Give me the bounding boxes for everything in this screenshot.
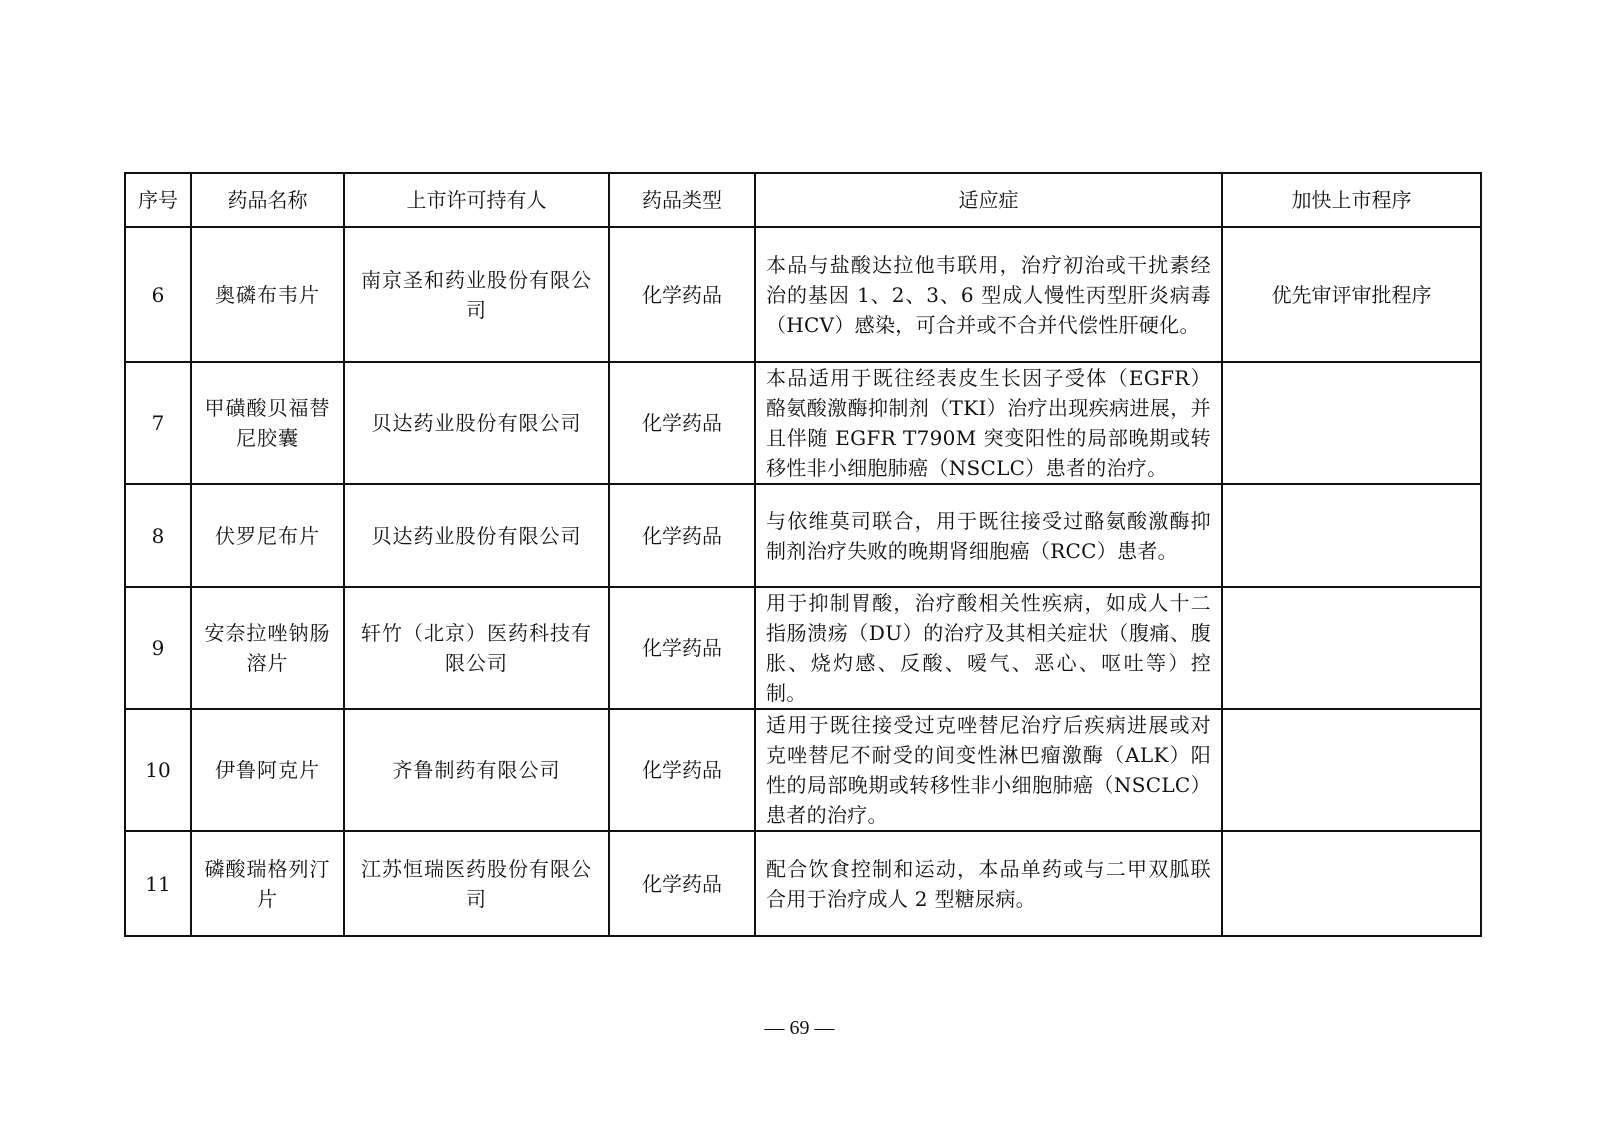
row-holder: 贝达药业股份有限公司 xyxy=(344,484,609,587)
row-drug-name: 磷酸瑞格列汀片 xyxy=(191,831,344,936)
row-holder: 齐鲁制药有限公司 xyxy=(344,709,609,831)
row-index: 6 xyxy=(125,227,191,362)
row-indication: 配合饮食控制和运动，本品单药或与二甲双胍联合用于治疗成人 2 型糖尿病。 xyxy=(755,831,1222,936)
row-holder: 轩竹（北京）医药科技有限公司 xyxy=(344,587,609,709)
row-drug-type: 化学药品 xyxy=(609,709,755,831)
row-procedure xyxy=(1222,831,1481,936)
row-drug-name: 伏罗尼布片 xyxy=(191,484,344,587)
header-indication: 适应症 xyxy=(755,173,1222,227)
header-drug-name: 药品名称 xyxy=(191,173,344,227)
row-drug-type: 化学药品 xyxy=(609,831,755,936)
table-row xyxy=(125,362,1481,484)
table-header-row xyxy=(125,173,1481,227)
header-index: 序号 xyxy=(125,173,191,227)
row-index: 9 xyxy=(125,587,191,709)
header-drug-type: 药品类型 xyxy=(609,173,755,227)
row-drug-name: 奥磷布韦片 xyxy=(191,227,344,362)
row-procedure xyxy=(1222,709,1481,831)
row-holder: 贝达药业股份有限公司 xyxy=(344,362,609,484)
row-drug-name: 甲磺酸贝福替尼胶囊 xyxy=(191,362,344,484)
row-holder: 江苏恒瑞医药股份有限公司 xyxy=(344,831,609,936)
row-drug-type: 化学药品 xyxy=(609,484,755,587)
row-indication: 与依维莫司联合，用于既往接受过酪氨酸激酶抑制剂治疗失败的晚期肾细胞癌（RCC）患者。 xyxy=(755,484,1222,587)
table-row xyxy=(125,587,1481,709)
row-procedure: 优先审评审批程序 xyxy=(1222,227,1481,362)
row-procedure xyxy=(1222,587,1481,709)
table-row xyxy=(125,831,1481,936)
row-holder: 南京圣和药业股份有限公司 xyxy=(344,227,609,362)
row-procedure xyxy=(1222,484,1481,587)
row-indication: 适用于既往接受过克唑替尼治疗后疾病进展或对克唑替尼不耐受的间变性淋巴瘤激酶（ALK）阳性的局部晚期或转移性非小细胞肺癌（NSCLC）患者的治疗。 xyxy=(755,709,1222,831)
row-drug-name: 安奈拉唑钠肠溶片 xyxy=(191,587,344,709)
row-drug-name: 伊鲁阿克片 xyxy=(191,709,344,831)
row-index: 10 xyxy=(125,709,191,831)
row-drug-type: 化学药品 xyxy=(609,587,755,709)
header-holder: 上市许可持有人 xyxy=(344,173,609,227)
page-number: — 69 — xyxy=(764,1017,835,1039)
row-index: 8 xyxy=(125,484,191,587)
row-indication: 本品适用于既往经表皮生长因子受体（EGFR）酪氨酸激酶抑制剂（TKI）治疗出现疾病进展，并且伴随 EGFR T790M 突变阳性的局部晚期或转移性非小细胞肺癌（NSCLC）患者的治疗。 xyxy=(755,362,1222,484)
row-drug-type: 化学药品 xyxy=(609,227,755,362)
row-drug-type: 化学药品 xyxy=(609,362,755,484)
table-row xyxy=(125,227,1481,362)
row-procedure xyxy=(1222,362,1481,484)
row-index: 11 xyxy=(125,831,191,936)
header-procedure: 加快上市程序 xyxy=(1222,173,1481,227)
table-row xyxy=(125,709,1481,831)
table-row xyxy=(125,484,1481,587)
row-index: 7 xyxy=(125,362,191,484)
row-indication: 用于抑制胃酸，治疗酸相关性疾病，如成人十二指肠溃疡（DU）的治疗及其相关症状（腹痛、腹胀、烧灼感、反酸、嗳气、恶心、呕吐等）控制。 xyxy=(755,587,1222,709)
drug-approval-table xyxy=(124,172,1482,937)
row-indication: 本品与盐酸达拉他韦联用，治疗初治或干扰素经治的基因 1、2、3、6 型成人慢性丙型肝炎病毒（HCV）感染，可合并或不合并代偿性肝硬化。 xyxy=(755,227,1222,362)
